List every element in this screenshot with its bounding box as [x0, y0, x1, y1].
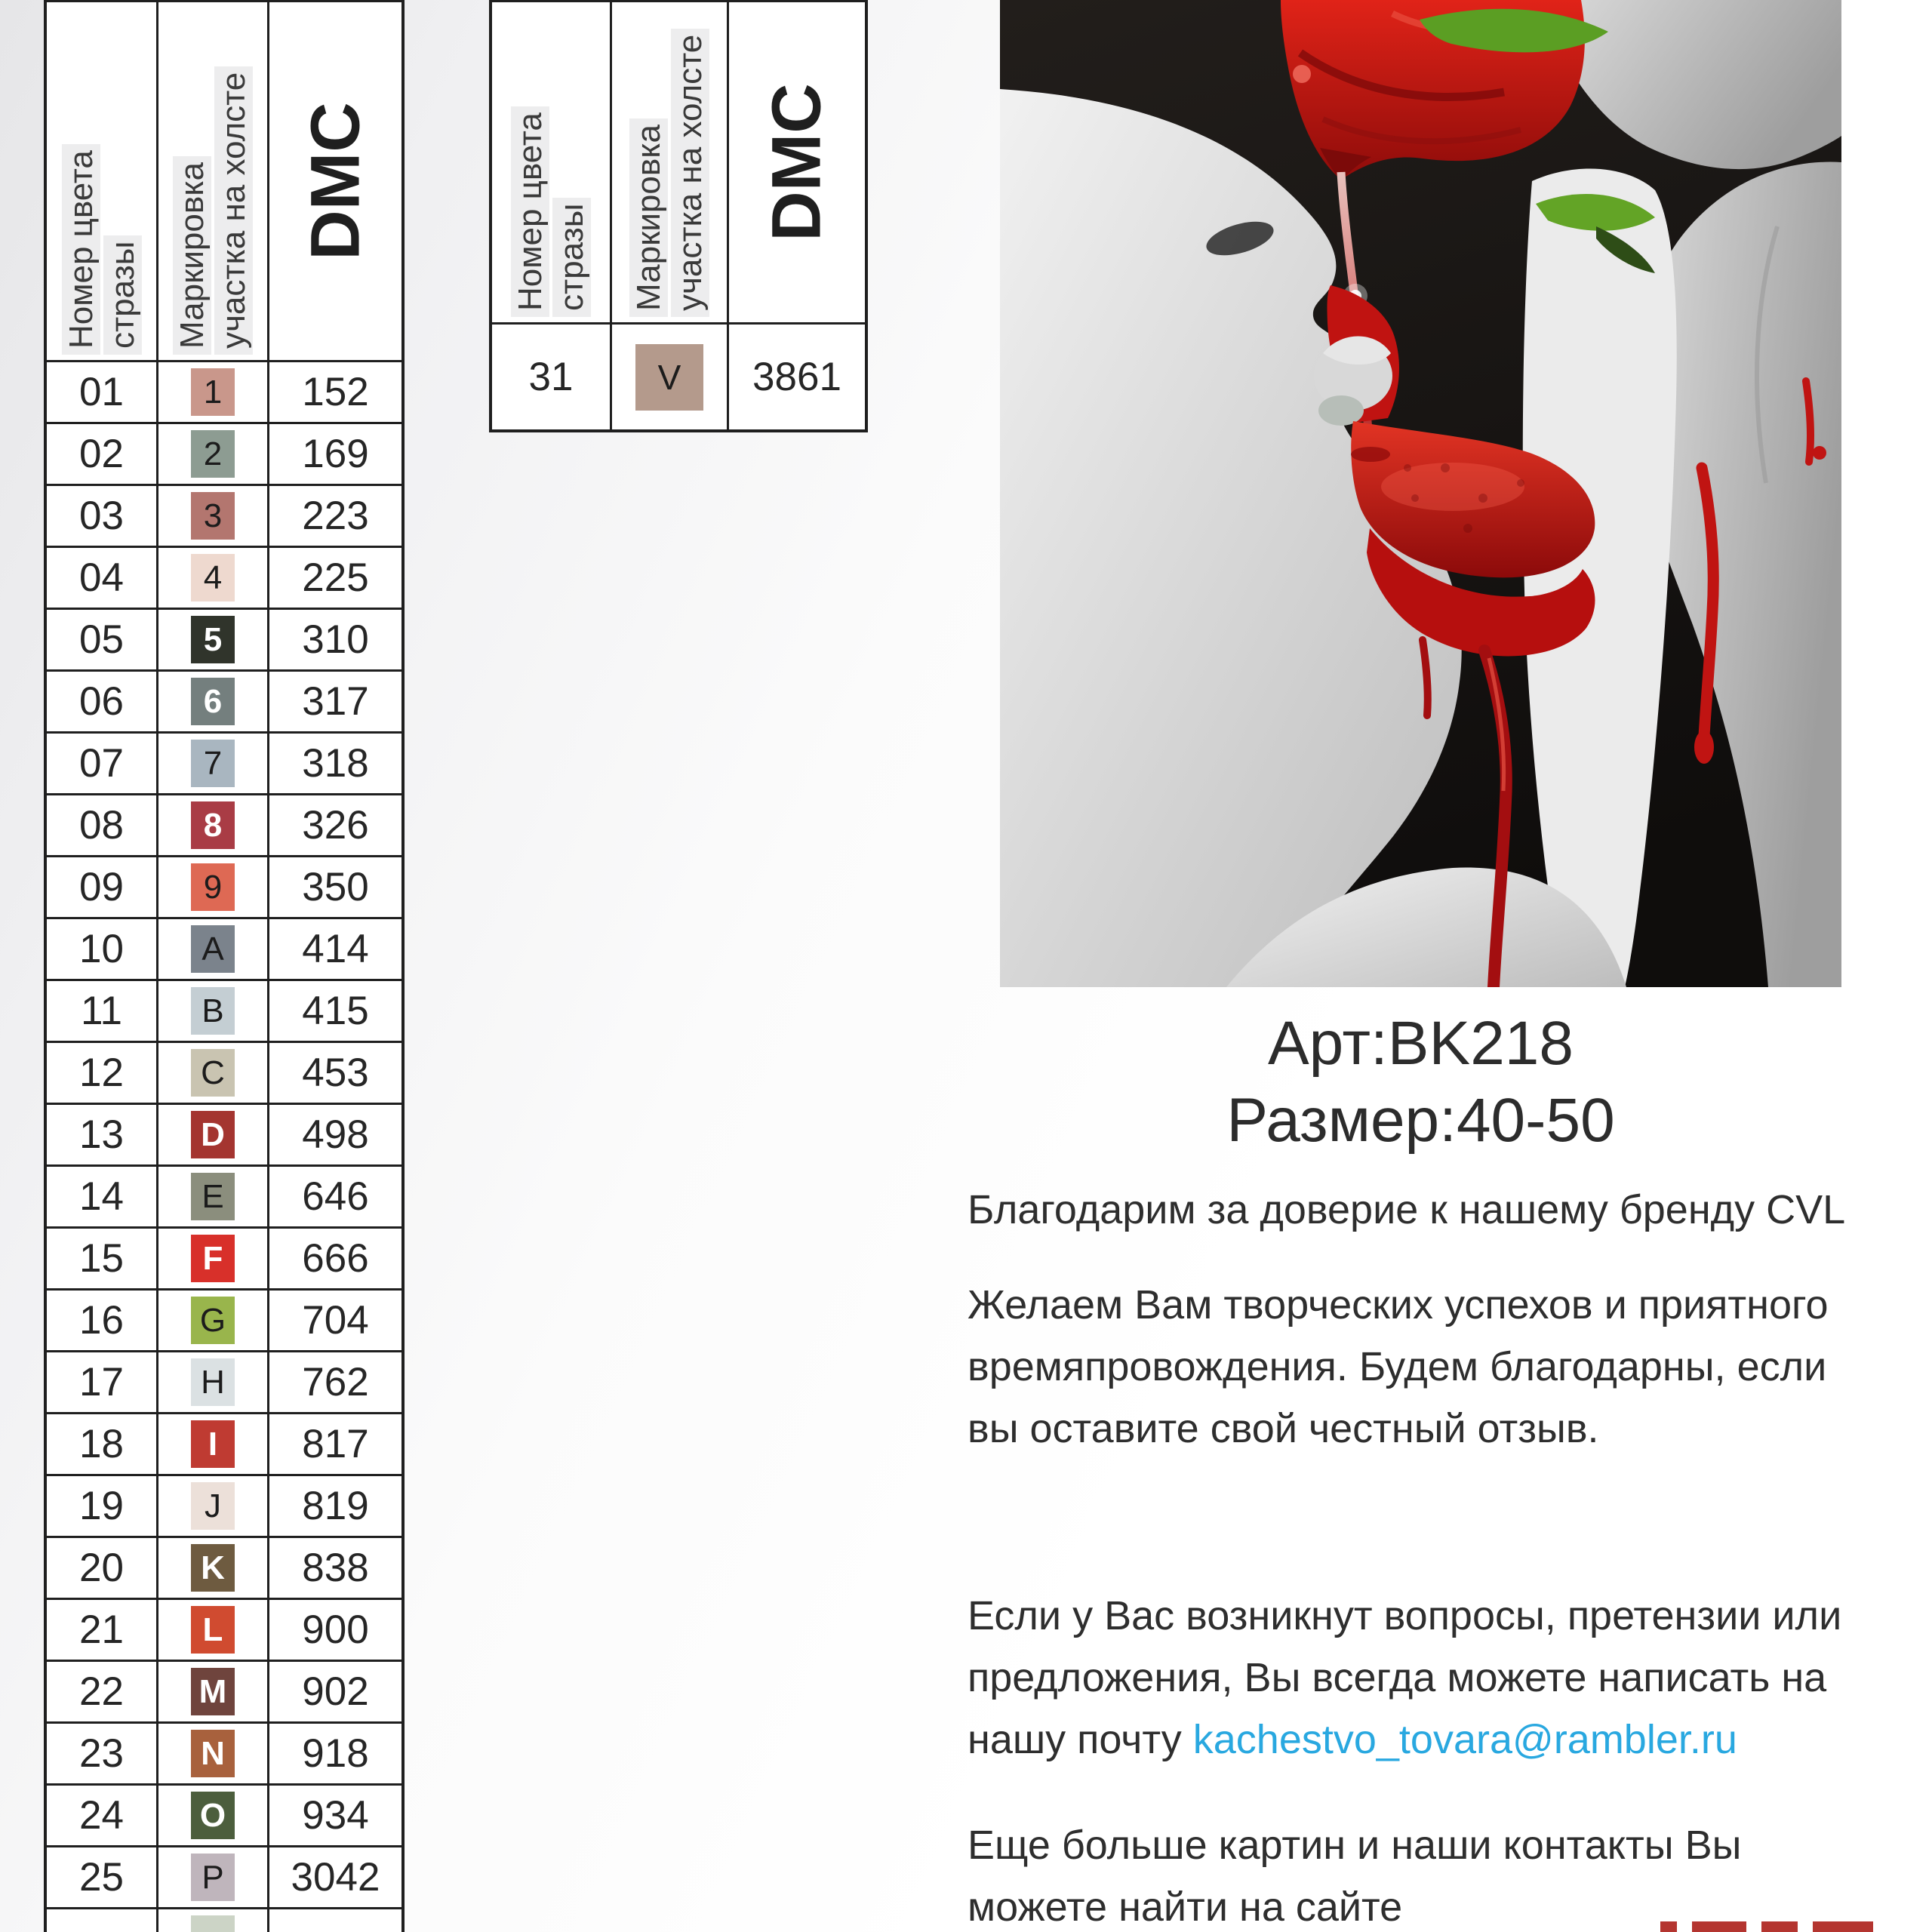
row-number-cell	[47, 1907, 156, 1932]
dmc-cell	[267, 855, 401, 917]
marking-cell	[156, 484, 267, 546]
text-line	[968, 1179, 1903, 1241]
dmc-cell	[267, 793, 401, 855]
color-swatch	[191, 1792, 235, 1839]
color-swatch	[191, 368, 235, 416]
color-swatch	[191, 987, 235, 1035]
row-number: 16	[79, 1298, 124, 1343]
text-line	[968, 1398, 1903, 1460]
thumb-drip-drop	[1813, 446, 1826, 460]
row-number-cell	[47, 1412, 156, 1474]
swatch-letter: H	[201, 1363, 225, 1401]
row-number-cell	[47, 979, 156, 1041]
color-swatch	[191, 1606, 235, 1654]
swatch-letter: J	[205, 1487, 221, 1524]
row-number-cell	[47, 855, 156, 917]
email-link[interactable]: kachestvo_tovara@rambler.ru	[1192, 1717, 1737, 1762]
header-line: DMC	[758, 83, 835, 242]
dmc-cell	[267, 979, 401, 1041]
dmc-code: 817	[302, 1422, 369, 1466]
swatch-letter: K	[201, 1549, 225, 1586]
dmc-cell	[267, 1103, 401, 1164]
thumb-drip	[1806, 381, 1810, 462]
row-number-cell	[47, 1845, 156, 1907]
dmc-cell	[267, 1226, 401, 1288]
text-span: Еще больше картин и наши контакты Вы	[968, 1823, 1742, 1868]
header-dmc	[727, 2, 865, 322]
marking-cell	[156, 546, 267, 608]
row-number-cell	[47, 1783, 156, 1845]
dmc-cell	[267, 1721, 401, 1783]
header-line: Маркировка	[173, 156, 211, 355]
row-number: 12	[79, 1051, 124, 1095]
marking-cell	[156, 1845, 267, 1907]
swatch-letter: O	[199, 1796, 226, 1834]
swatch-letter: P	[202, 1858, 224, 1896]
dmc-code: 646	[302, 1174, 369, 1219]
dmc-cell	[727, 322, 865, 429]
row-number-cell	[47, 1041, 156, 1103]
rose-droplet	[1293, 65, 1311, 83]
text-line	[968, 1709, 1903, 1770]
marking-cell	[156, 669, 267, 731]
dmc-code: 317	[302, 679, 369, 724]
marking-cell	[156, 855, 267, 917]
color-swatch	[191, 1915, 235, 1932]
dmc-cell	[267, 546, 401, 608]
color-swatch	[191, 863, 235, 911]
marking-cell	[156, 1536, 267, 1598]
row-number: 25	[79, 1855, 124, 1900]
row-number-cell	[47, 1474, 156, 1536]
swatch-letter: L	[202, 1611, 223, 1648]
text-span: нашу почту	[968, 1717, 1193, 1762]
marking-cell	[156, 1350, 267, 1412]
row-number-cell	[47, 1288, 156, 1350]
color-swatch	[191, 430, 235, 478]
dmc-cell	[267, 731, 401, 793]
row-number-cell	[47, 731, 156, 793]
paragraph-wishes	[968, 1274, 1903, 1460]
dmc-cell	[267, 669, 401, 731]
color-swatch	[191, 1049, 235, 1097]
color-swatch	[191, 1235, 235, 1282]
marking-cell	[156, 1226, 267, 1288]
dmc-code: 415	[302, 989, 369, 1033]
row-number: 13	[79, 1112, 124, 1157]
header-canvas-marking	[156, 2, 267, 360]
row-number: 21	[79, 1607, 124, 1652]
dmc-cell	[267, 484, 401, 546]
product-photo	[1000, 0, 1841, 987]
dmc-code: 350	[302, 865, 369, 909]
marking-cell	[156, 1721, 267, 1783]
row-number: 10	[79, 927, 124, 971]
marking-cell	[156, 1041, 267, 1103]
dmc-code: 326	[302, 803, 369, 848]
dmc-code: 3042	[291, 1855, 380, 1900]
rotated-header-text	[757, 8, 838, 317]
dmc-code: 225	[302, 555, 369, 600]
text-line	[968, 1814, 1903, 1876]
color-swatch	[191, 1173, 235, 1220]
dmc-cell	[267, 1907, 401, 1932]
swatch-letter: 8	[203, 806, 223, 844]
text-line	[968, 1585, 1903, 1647]
dmc-code: 704	[302, 1298, 369, 1343]
rotated-header-text	[295, 8, 376, 355]
text-span: Благодарим за доверие к нашему бренду CVL	[968, 1187, 1846, 1232]
row-number: 22	[79, 1669, 124, 1714]
paragraph-contact	[968, 1585, 1903, 1770]
color-swatch	[191, 925, 235, 973]
swatch-letter: 6	[203, 682, 223, 720]
header-canvas-marking	[610, 2, 727, 322]
marking-cell	[156, 731, 267, 793]
color-legend-table-2	[489, 0, 868, 432]
row-number-cell	[47, 422, 156, 484]
marking-cell	[156, 793, 267, 855]
swatch-letter: 4	[203, 558, 223, 596]
dmc-code: 762	[302, 1360, 369, 1404]
color-swatch	[191, 740, 235, 787]
row-number: 23	[79, 1731, 124, 1776]
dmc-code: 169	[302, 432, 369, 476]
row-number-cell	[47, 1536, 156, 1598]
tongue-highlight	[1381, 463, 1524, 511]
dmc-cell	[267, 1041, 401, 1103]
color-swatch	[191, 1420, 235, 1468]
marking-cell	[156, 1103, 267, 1164]
marking-cell	[156, 1598, 267, 1660]
swatch-letter: F	[202, 1239, 223, 1277]
stream-splash	[1351, 447, 1390, 462]
dmc-code: 310	[302, 617, 369, 662]
row-number-cell	[47, 793, 156, 855]
row-number-cell	[47, 546, 156, 608]
dmc-code: 902	[302, 1669, 369, 1714]
swatch-letter: 1	[203, 373, 223, 411]
row-number-cell	[47, 1721, 156, 1783]
dmc-code: 918	[302, 1731, 369, 1776]
row-number: 15	[79, 1236, 124, 1281]
text-span: предложения, Вы всегда можете написать на	[968, 1655, 1827, 1700]
row-number: 24	[79, 1793, 124, 1838]
row-number-cell	[47, 1660, 156, 1721]
article-caption: Арт:BK218	[1267, 1009, 1574, 1078]
paragraph-more	[968, 1814, 1903, 1932]
header-dmc	[267, 2, 401, 360]
row-number-cell	[47, 1350, 156, 1412]
rotated-header-text	[511, 8, 591, 317]
swatch-letter: V	[657, 357, 681, 397]
header-color-number	[492, 2, 610, 322]
row-number: 20	[79, 1546, 124, 1590]
dmc-cell	[267, 1350, 401, 1412]
rotated-header-text	[629, 8, 709, 317]
row-number-cell	[47, 360, 156, 422]
row-number: 11	[80, 989, 123, 1033]
partial-logo-mark	[1761, 1921, 1798, 1932]
swatch-letter: B	[202, 992, 224, 1029]
dmc-cell	[267, 917, 401, 979]
dmc-code: 838	[302, 1546, 369, 1590]
marking-cell	[156, 1474, 267, 1536]
header-line: Номер цвета	[61, 144, 100, 355]
row-number: 06	[79, 679, 124, 724]
dmc-cell	[267, 1845, 401, 1907]
swatch-letter: 2	[203, 435, 223, 472]
header-line: Номер цвета	[511, 106, 549, 317]
swatch-letter: M	[198, 1672, 227, 1710]
dmc-cell	[267, 360, 401, 422]
color-swatch	[191, 1482, 235, 1530]
marking-cell	[156, 1783, 267, 1845]
swatch-letter: C	[201, 1054, 225, 1091]
marking-cell	[156, 422, 267, 484]
row-number-cell	[47, 1598, 156, 1660]
row-number: 04	[79, 555, 124, 600]
dmc-cell	[267, 608, 401, 669]
swatch-letter: 7	[203, 744, 223, 782]
dmc-code: 666	[302, 1236, 369, 1281]
swatch-letter: 9	[203, 868, 223, 906]
hand-drip-drop	[1694, 731, 1714, 764]
marking-cell	[156, 979, 267, 1041]
dmc-code: 152	[302, 370, 369, 414]
header-line: Маркировка	[629, 118, 668, 317]
photo-illustration	[1000, 0, 1841, 987]
marking-cell	[610, 322, 727, 429]
partial-logo	[1660, 1921, 1887, 1932]
color-swatch	[191, 492, 235, 540]
swatch-letter: 5	[203, 620, 223, 658]
paragraph-thanks	[968, 1179, 1903, 1241]
marking-cell	[156, 1164, 267, 1226]
header-line: участка на холсте	[671, 29, 709, 317]
color-swatch	[191, 1297, 235, 1344]
marking-cell	[156, 1288, 267, 1350]
text-span: Желаем Вам творческих успехов и приятного	[968, 1282, 1829, 1327]
dmc-cell	[267, 1474, 401, 1536]
partial-logo-mark	[1660, 1921, 1677, 1932]
row-number: 08	[79, 803, 124, 848]
row-number: 09	[79, 865, 124, 909]
row-number-cell	[47, 1164, 156, 1226]
dmc-cell	[267, 1660, 401, 1721]
color-swatch	[191, 1730, 235, 1777]
row-number: 03	[79, 494, 124, 538]
row-number-cell	[47, 1103, 156, 1164]
dmc-code: 414	[302, 927, 369, 971]
dmc-cell	[267, 1598, 401, 1660]
rosebud-leaf	[1318, 395, 1364, 426]
row-number-cell	[492, 322, 610, 429]
row-number: 02	[79, 432, 124, 476]
swatch-letter: G	[199, 1301, 226, 1339]
header-line: участка на холсте	[214, 66, 253, 355]
color-swatch	[191, 1358, 235, 1406]
text-span: Если у Вас возникнут вопросы, претензии или	[968, 1593, 1842, 1638]
dmc-cell	[267, 1412, 401, 1474]
row-number: 18	[79, 1422, 124, 1466]
swatch-letter: E	[202, 1177, 224, 1215]
dmc-code: 934	[302, 1793, 369, 1838]
text-line	[968, 1647, 1903, 1709]
swatch-letter: A	[202, 930, 224, 968]
partial-logo-mark	[1813, 1921, 1873, 1932]
row-number-cell	[47, 608, 156, 669]
color-swatch	[191, 1854, 235, 1901]
color-swatch	[191, 616, 235, 663]
row-number: 07	[79, 741, 124, 786]
row-number: 14	[79, 1174, 124, 1219]
dmc-code: 498	[302, 1112, 369, 1157]
color-legend-table-1	[44, 0, 405, 1932]
dmc-code: 819	[302, 1484, 369, 1528]
dmc-cell	[267, 1783, 401, 1845]
dmc-code: 318	[302, 741, 369, 786]
dmc-cell	[267, 1288, 401, 1350]
color-swatch	[191, 1544, 235, 1592]
dmc-cell	[267, 422, 401, 484]
dmc-code: 223	[302, 494, 369, 538]
dmc-cell	[267, 1164, 401, 1226]
color-swatch	[191, 1111, 235, 1158]
header-line: стразы	[103, 235, 142, 355]
text-line	[968, 1336, 1903, 1398]
marking-cell	[156, 1907, 267, 1932]
header-line: стразы	[552, 198, 591, 317]
color-swatch	[191, 1668, 235, 1715]
size-caption: Размер:40-50	[1226, 1086, 1615, 1155]
swatch-letter: D	[201, 1115, 225, 1153]
text-span: вы оставите свой честный отзыв.	[968, 1406, 1599, 1451]
row-number: 19	[79, 1484, 124, 1528]
row-number: 31	[528, 355, 574, 399]
partial-logo-mark	[1692, 1921, 1746, 1932]
row-number: 05	[79, 617, 124, 662]
marking-cell	[156, 917, 267, 979]
dmc-cell	[267, 1536, 401, 1598]
color-swatch	[635, 344, 703, 411]
marking-cell	[156, 1660, 267, 1721]
swatch-letter: I	[208, 1425, 218, 1463]
text-span: времяпровождения. Будем благодарны, если	[968, 1344, 1827, 1389]
dmc-code: 900	[302, 1607, 369, 1652]
header-color-number	[47, 2, 156, 360]
color-swatch	[191, 678, 235, 725]
dmc-code: 453	[302, 1051, 369, 1095]
dmc-code: 3861	[752, 355, 841, 399]
text-span: можете найти на сайте	[968, 1884, 1403, 1930]
row-number-cell	[47, 669, 156, 731]
text-line	[968, 1274, 1903, 1336]
row-number-cell	[47, 1226, 156, 1288]
swatch-letter: 3	[203, 497, 223, 534]
marking-cell	[156, 360, 267, 422]
color-swatch	[191, 554, 235, 601]
row-number-cell	[47, 917, 156, 979]
swatch-letter: N	[201, 1734, 225, 1772]
header-line: DMC	[297, 102, 374, 260]
marking-cell	[156, 1412, 267, 1474]
row-number: 17	[79, 1360, 124, 1404]
row-number: 01	[79, 370, 124, 414]
color-swatch	[191, 801, 235, 849]
row-number-cell	[47, 484, 156, 546]
rotated-header-text	[61, 8, 141, 355]
rotated-header-text	[173, 8, 253, 355]
marking-cell	[156, 608, 267, 669]
